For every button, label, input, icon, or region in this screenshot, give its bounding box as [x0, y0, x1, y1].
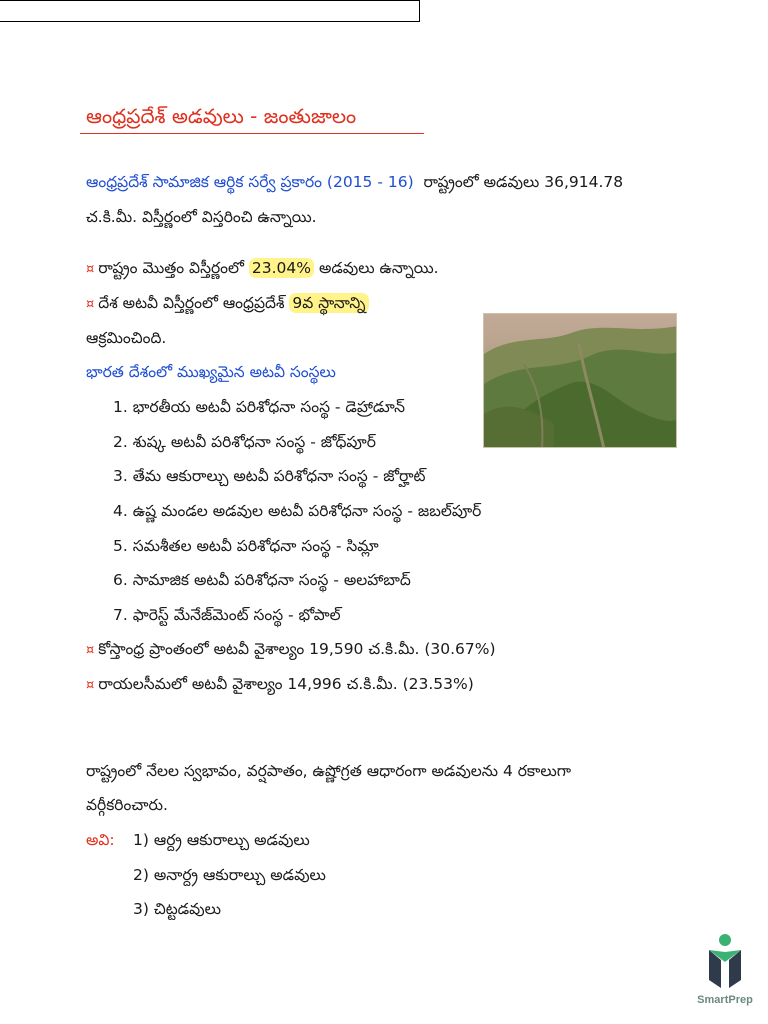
- classification-line-1: రాష్ట్రంలో నేలల స్వభావం, వర్షపాతం, ఉష్ణోగ్రత ఆధారంగా అడవులను 4 రకాలుగా: [86, 762, 571, 780]
- classification-label: అవి:: [86, 831, 115, 849]
- highlight-percent: 23.04%: [249, 258, 314, 278]
- bullet-coastal-area: ¤ కోస్తాంధ్ర ప్రాంతంలో అటవీ వైశాల్యం 19,590 చ.కి.మీ. (30.67%): [86, 640, 496, 658]
- institute-item: 1. భారతీయ అటవీ పరిశోధనా సంస్థ - డెహ్రాడూన్: [113, 398, 406, 416]
- bullet-icon: ¤: [86, 297, 95, 312]
- intro-line-1: [86, 173, 623, 195]
- forest-type-item: 1) ఆర్ద్ర ఆకురాల్చు అడవులు: [133, 831, 310, 849]
- highlight-rank: 9వ స్థానాన్ని: [289, 293, 368, 313]
- bullet-rank-continuation: ఆక్రమించింది.: [86, 329, 167, 347]
- institute-item: 5. సమశీతల అటవీ పరిశోధనా సంస్థ - సిమ్లా: [113, 537, 379, 555]
- header-box: [0, 0, 420, 22]
- institute-item: 6. సామాజిక అటవీ పరిశోధనా సంస్థ - అలహాబాద్: [113, 571, 411, 589]
- forest-type-item: 2) అనార్ద్ర ఆకురాల్చు అడవులు: [133, 866, 326, 884]
- bullet-total-area: ¤ రాష్ట్రం మొత్తం విస్తీర్ణంలో 23.04% అడవులు ఉన్నాయి.: [86, 259, 439, 277]
- bullet-icon: ¤: [86, 643, 95, 658]
- institute-item: 3. తేమ ఆకురాల్చు అటవీ పరిశోధనా సంస్థ - జోర్హాట్: [113, 467, 426, 485]
- page-title: ఆంధ్రప్రదేశ్ అడవులు - జంతుజాలం: [86, 104, 357, 128]
- bullet-icon: ¤: [86, 678, 95, 693]
- institute-item: 7. ఫారెస్ట్ మేనేజ్‌మెంట్ సంస్థ - భోపాల్: [113, 606, 341, 624]
- classification-line-2: వర్గీకరించారు.: [86, 796, 168, 814]
- institutes-heading: భారత దేశంలో ముఖ్యమైన అటవీ సంస్థలు: [86, 363, 336, 381]
- intro-line-2: చ.కి.మీ. విస్తీర్ణంలో విస్తరించి ఉన్నాయి.: [86, 208, 317, 226]
- smartprep-logo: [695, 932, 755, 1014]
- intro-text: రాష్ట్రంలో అడవులు 36,914.78: [423, 173, 624, 191]
- logo-text: SmartPrep: [697, 994, 753, 1006]
- bullet-icon: ¤: [86, 262, 95, 277]
- title-underline: [80, 133, 424, 134]
- institute-item: 2. శుష్క అటవీ పరిశోధనా సంస్థ - జోధ్‌పూర్: [113, 433, 376, 451]
- forest-photo: [483, 313, 677, 448]
- bullet-rayalaseema-area: ¤ రాయలసీమలో అటవీ వైశాల్యం 14,996 చ.కి.మీ. (23.53%): [86, 675, 474, 693]
- bullet-rank: ¤ దేశ అటవీ విస్తీర్ణంలో ఆంధ్రప్రదేశ్ 9వ స్థానాన్ని: [86, 294, 369, 316]
- forest-type-item: 3) చిట్టడవులు: [133, 900, 221, 918]
- intro-source: ఆంధ్రప్రదేశ్ సామాజిక ఆర్థిక సర్వే ప్రకారం (2015 - 16): [86, 173, 414, 191]
- institute-item: 4. ఉష్ణ మండల అడవుల అటవీ పరిశోధనా సంస్థ - జబల్‌పూర్: [113, 502, 482, 520]
- smartprep-logo-icon: [695, 932, 755, 992]
